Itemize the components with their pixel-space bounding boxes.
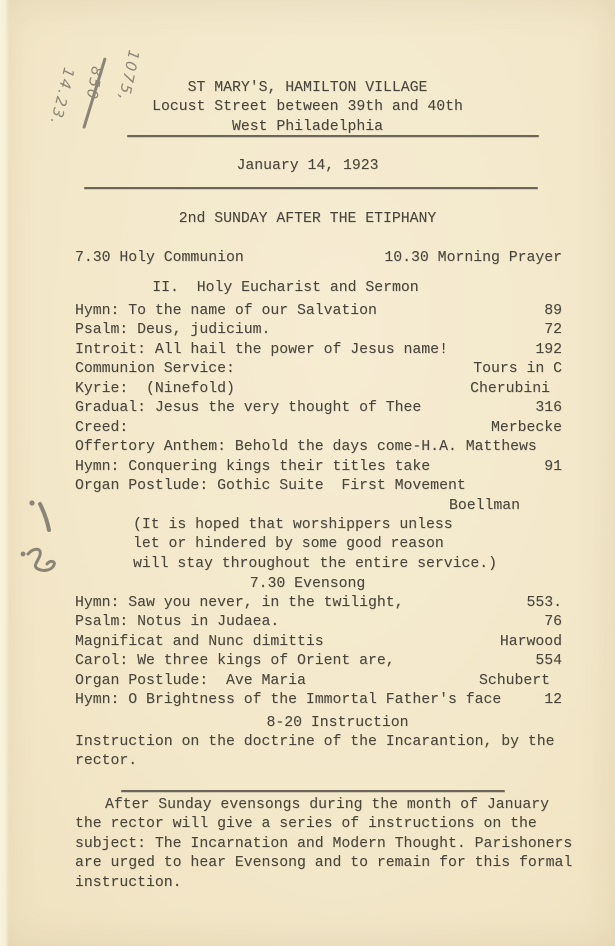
eucharist-list bbox=[75, 302, 562, 574]
service-date: January 14, 1923 bbox=[236, 158, 379, 174]
item-number: 76 bbox=[544, 614, 562, 631]
service-time-late: 10.30 Morning Prayer bbox=[384, 250, 562, 266]
sunday-heading: 2nd SUNDAY AFTER THE ETIPHANY bbox=[178, 211, 437, 227]
service-line bbox=[75, 399, 562, 418]
evensong-heading: 7.30 Evensong bbox=[249, 576, 366, 592]
service-line bbox=[75, 380, 562, 399]
announcement-line: the rector will give a series of instructions on the bbox=[75, 816, 537, 833]
item-number: 192 bbox=[535, 341, 562, 358]
evensong-list bbox=[75, 594, 562, 711]
item-title: Offertory Anthem: Behold the days come-H.A. Matthews bbox=[75, 439, 537, 456]
service-line bbox=[75, 633, 562, 652]
pencil-note-left: 14.23. bbox=[46, 65, 78, 128]
item-composer: Harwood bbox=[499, 633, 562, 650]
service-line bbox=[75, 321, 562, 340]
item-title: Organ Postlude: Ave Maria bbox=[75, 672, 306, 689]
pencil-check-marks bbox=[16, 492, 64, 588]
item-title: Introit: All hail the power of Jesus name! bbox=[75, 341, 448, 358]
item-title: Psalm: Notus in Judaea. bbox=[75, 614, 280, 631]
announcement-line: After Sunday evensongs during the month of January bbox=[105, 797, 549, 813]
item-composer: Cherubini bbox=[470, 380, 550, 397]
item-setting: Tours in C bbox=[473, 361, 562, 378]
item-title: Carol: We three kings of Orient are, bbox=[75, 653, 395, 670]
service-line bbox=[75, 613, 562, 632]
item-number: 91 bbox=[544, 458, 562, 475]
item-number: 554 bbox=[535, 653, 562, 670]
item-composer: Schubert bbox=[478, 672, 550, 689]
date-divider bbox=[84, 187, 538, 189]
item-title: Magnificat and Nunc dimittis bbox=[75, 633, 324, 650]
service-line bbox=[75, 360, 562, 379]
item-title: Creed: bbox=[75, 419, 129, 436]
service-line bbox=[75, 691, 562, 710]
item-title: Psalm: Deus, judicium. bbox=[75, 322, 271, 339]
item-title: Hymn: Conquering kings their titles take bbox=[75, 458, 431, 475]
instruction-block bbox=[75, 733, 562, 772]
item-number: 553. bbox=[526, 595, 562, 611]
service-line bbox=[75, 497, 562, 516]
item-number: 72 bbox=[544, 322, 562, 339]
service-line bbox=[75, 438, 562, 457]
item-composer: Merbecke bbox=[490, 419, 562, 436]
instruction-line: Instruction on the doctrine of the Incarantion, by the bbox=[75, 734, 555, 750]
note-line: (It is hoped that worshippers unless bbox=[133, 516, 453, 533]
instruction-heading: 8-20 Instruction bbox=[266, 715, 409, 731]
announcement-line: are urged to hear Evensong and to remain for this formal bbox=[75, 855, 573, 872]
item-title: Hymn: O Brightness of the Immortal Father's face bbox=[75, 692, 502, 709]
announcement-line: instruction. bbox=[75, 874, 182, 891]
instruction-line: rector. bbox=[75, 753, 138, 770]
announcement-block bbox=[75, 796, 575, 893]
announcement-line: subject: The Incarnation and Modern Thought. Parishoners bbox=[75, 835, 573, 852]
service-line bbox=[75, 341, 562, 360]
item-title: Hymn: To the name of our Salvation bbox=[75, 303, 377, 319]
item-title: Communion Service: bbox=[75, 361, 235, 378]
item-number: 12 bbox=[544, 692, 562, 709]
item-composer: Boellman bbox=[448, 497, 520, 514]
item-title: Hymn: Saw you never, in the twilight, bbox=[75, 595, 404, 611]
service-time-early: 7.30 Holy Communion bbox=[75, 250, 244, 266]
header-block bbox=[0, 79, 615, 137]
eucharist-heading: II. Holy Eucharist and Sermon bbox=[152, 280, 419, 296]
service-line bbox=[75, 652, 562, 671]
service-times bbox=[75, 249, 562, 268]
pencil-note-right: 1075, bbox=[114, 48, 143, 104]
item-title: Organ Postlude: Gothic Suite First Movement bbox=[75, 478, 466, 495]
church-name: ST MARY'S, HAMILTON VILLAGE bbox=[187, 80, 428, 96]
header-divider bbox=[127, 135, 539, 137]
item-title: Gradual: Jesus the very thought of Thee bbox=[75, 400, 422, 417]
note-line: will stay throughout the entire service.) bbox=[133, 555, 498, 572]
city-line: West Philadelphia bbox=[232, 118, 383, 135]
pencil-note-middle: 850 bbox=[82, 64, 106, 103]
note-line: let or hindered by some good reason bbox=[133, 536, 444, 553]
service-line bbox=[75, 302, 562, 321]
item-title: Kyrie: (Ninefold) bbox=[75, 380, 235, 397]
service-line bbox=[75, 458, 562, 477]
service-line bbox=[75, 419, 562, 438]
address-line: Locust Street between 39th and 40th bbox=[152, 99, 463, 116]
announcement-divider bbox=[121, 790, 505, 792]
service-line bbox=[75, 477, 562, 496]
item-number: 316 bbox=[535, 400, 562, 417]
service-line bbox=[75, 672, 562, 691]
item-number: 89 bbox=[544, 303, 562, 319]
service-line bbox=[75, 594, 562, 613]
